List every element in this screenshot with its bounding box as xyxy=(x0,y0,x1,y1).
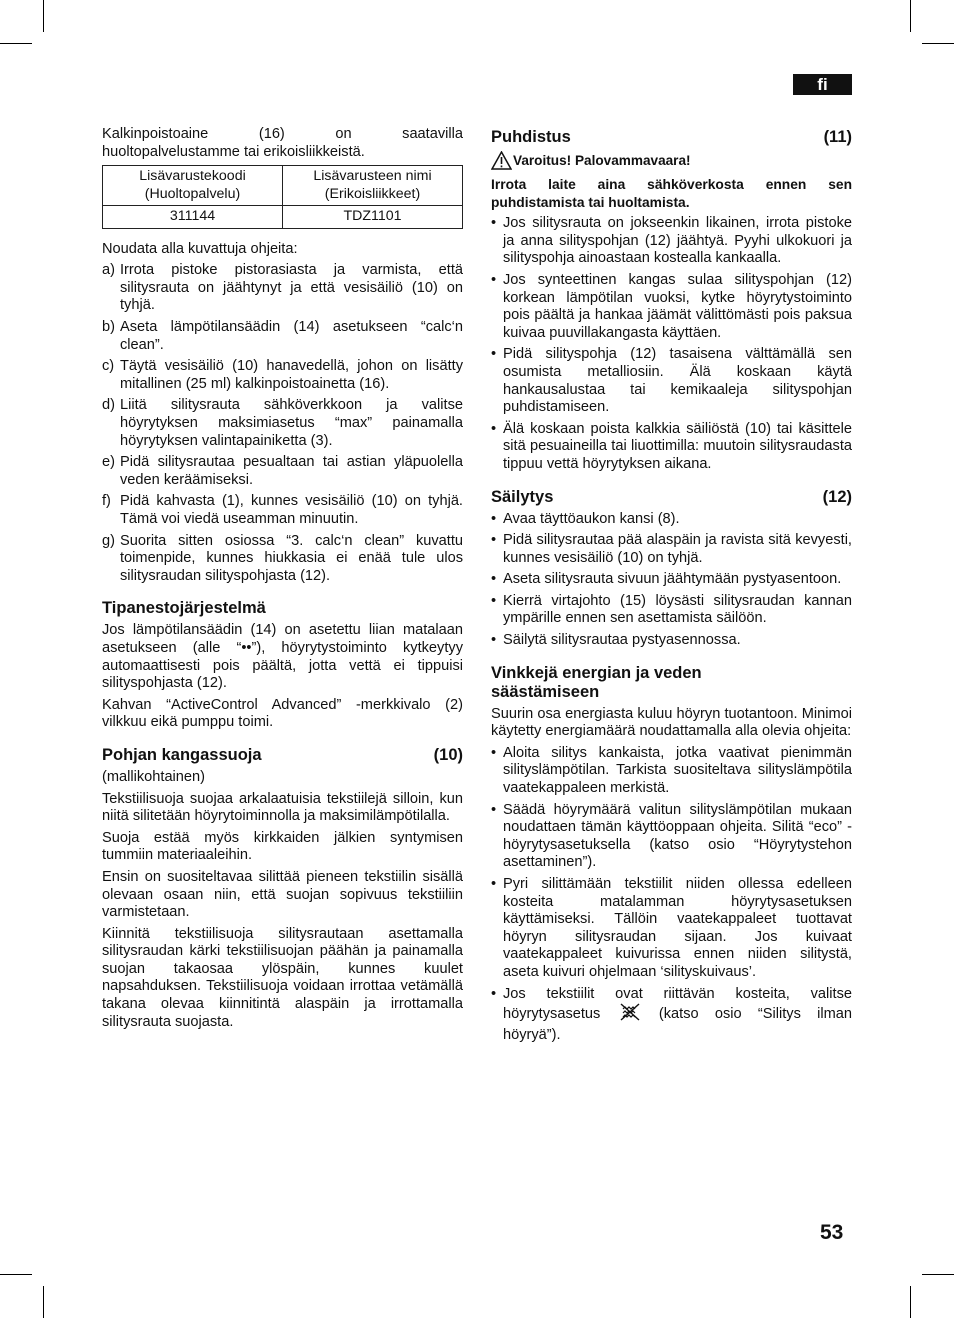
storage-number: (12) xyxy=(822,487,852,506)
tips-heading xyxy=(491,664,852,702)
warning-text: Varoitus! Palovammavaara! xyxy=(513,153,691,169)
storage-title: Säilytys xyxy=(491,487,554,506)
cleaning-list xyxy=(491,215,852,473)
crop-mark xyxy=(0,1274,32,1275)
anti-drip-heading xyxy=(102,599,463,618)
accessory-table xyxy=(102,165,463,229)
list-item: • Älä koskaan poista kalkkia säiliöstä (10) tai käsittele sitä pesuaineilla tai liuottimilla: muutoin silitysraudasta tippuu vettä höyrytyksen aikana. xyxy=(491,421,852,474)
soleplate-paragraph: Kiinnitä tekstiilisuoja silitysrautaan asettamalla silitysraudan kärki tekstiilisuojan päähän ja painamalla suojan takaosaa ylöspäin, kunnes kuulet napsahduksen. Tekstiilisuoja voidaan irrottaa vetämällä takana olevaa kiinnitintä alaspäin ja irrottamalla silitysrauta suojasta. xyxy=(102,925,463,1030)
cleaning-number: (11) xyxy=(823,128,852,146)
page-number: 53 xyxy=(820,1221,844,1244)
descaling-steps xyxy=(102,262,463,585)
table-header-name xyxy=(283,166,463,206)
soleplate-number: (10) xyxy=(433,745,463,764)
list-item: • Säilytä silitysrautaa pystyasennossa. xyxy=(491,632,852,650)
storage-list xyxy=(491,511,852,650)
list-item: • Säädä höyrymäärä valitun silityslämpötilan mukaan noudattaen tämän käyttöoppaan ohjeita. Silitä “eco” -höyrytysasetuksella (katso osio “Höyrytystehon asettaminen”). xyxy=(491,802,852,872)
table-header-code xyxy=(103,166,283,206)
soleplate-paragraph: Ensin on suositeltavaa silittää pieneen tekstiilin sisällä olevaan osaan niin, että suojan sopivuus tekstiiliin varmistetaan. xyxy=(102,868,463,921)
crop-mark xyxy=(922,1274,954,1275)
header-code-line1: Lisävarustekoodi xyxy=(139,168,246,185)
instructions-intro: Noudata alla kuvattuja ohjeita: xyxy=(102,240,298,257)
cleaning-title: Puhdistus xyxy=(491,128,571,146)
storage-heading xyxy=(491,488,852,507)
anti-drip-title: Tipanestojärjestelmä xyxy=(102,599,266,618)
list-item xyxy=(102,454,463,489)
step-marker: e) xyxy=(102,454,115,471)
list-item: • Pidä silityspohja (12) tasaisena välttämällä sen osumista metalliosiin. Älä koskaan käytä hankausalustaa tai kemikaaleja silityspohjan puhdistamiseen. xyxy=(491,346,852,416)
table-row xyxy=(103,206,463,229)
crop-mark xyxy=(922,43,954,44)
tips-title-line1: Vinkkejä energian ja veden xyxy=(491,663,702,682)
crop-mark xyxy=(43,1286,44,1318)
step-marker: a) xyxy=(102,262,115,279)
tip-text-before: Jos tekstiilit ovat riittävän kosteita, valitse höyrytysasetus xyxy=(503,985,852,1023)
soleplate-paragraph: Tekstiilisuoja suojaa arkalaatuisia tekstiilejä silloin, kun niitä silitetään höyrytoiminnolla ja maksimilämpötilalla. xyxy=(102,790,463,825)
tips-intro: Suurin osa energiasta kuluu höyryn tuotantoon. Minimoi käytetty energiamäärä noudattamalla alla olevia ohjeita: xyxy=(491,705,852,740)
burn-warning xyxy=(491,151,852,170)
list-item xyxy=(491,986,852,1045)
list-item xyxy=(102,493,463,528)
tips-title-line2: säästämiseen xyxy=(491,682,600,701)
language-tab: fi xyxy=(793,74,852,95)
step-text: Pidä kahvasta (1), kunnes vesisäiliö (10) on tyhjä. Tämä voi viedä useamman minuutin. xyxy=(120,493,463,527)
header-code-line2: (Huoltopalvelu) xyxy=(144,185,241,202)
soleplate-paragraph: Suoja estää myös kirkkaiden jälkien syntymisen tummiin materiaaleihin. xyxy=(102,829,463,864)
list-item: • Jos synteettinen kangas sulaa silityspohjan (12) korkean lämpötilan vuoksi, kytke höyrytystoiminto pois päältä ja hankaa jäämät välittömästi pois paksua kuivaa puuvillakangasta käyttäen. xyxy=(491,272,852,342)
crop-mark xyxy=(43,0,44,32)
list-item xyxy=(102,358,463,393)
tips-list xyxy=(491,745,852,1045)
list-item xyxy=(102,262,463,315)
step-marker: d) xyxy=(102,397,115,414)
anti-drip-paragraph: Kahvan “ActiveControl Advanced” -merkkivalo (2) vilkkuu eikä pumppu toimi. xyxy=(102,696,463,731)
list-item: • Aloita silitys kankaista, jotka vaativat pienimmän silityslämpötilan. Tarkista suositeltava silityslämpötila vaatekappaleen merkistä. xyxy=(491,745,852,798)
cleaning-heading xyxy=(491,128,852,147)
step-text: Liitä silitysrauta sähköverkkoon ja valitse höyrytyksen maksimiasetus “max” painamalla höyrytyksen valintapainiketta (3). xyxy=(120,397,463,449)
soleplate-heading xyxy=(102,746,463,765)
crop-mark xyxy=(0,43,32,44)
list-item: • Kierrä virtajohto (15) löysästi silitysraudan kannan ympärille ennen sen asettamista säilöön. xyxy=(491,593,852,628)
step-marker: g) xyxy=(102,532,115,549)
soleplate-title: Pohjan kangassuoja xyxy=(102,745,262,764)
list-item: • Jos silitysrauta on jokseenkin likainen, irrota pistoke ja anna silityspohjan (12) jäähtyä. Pyyhi ulkokuori ja silityspohja ainoastaan kostealla kankaalla. xyxy=(491,215,852,268)
list-item: • Pyri silittämään tekstiilit niiden ollessa edelleen kosteita matalamman höyrytysasetuksen käyttämiseksi. Tällöin vaatekappaleet tuottavat höyryn silitysraudan sijaan. Jos kuivaat vaatekappaleet kuivurissa ennen niiden silitystä, aseta kuivuri ohjelmaan ‘silityskuivaus’. xyxy=(491,876,852,982)
list-item xyxy=(102,533,463,586)
header-name-line2: (Erikoisliikkeet) xyxy=(324,185,421,202)
step-text: Irrota pistoke pistorasiasta ja varmista, että silitysrauta on jäähtynyt ja että vesisäiliö (10) on tyhjä. xyxy=(120,262,463,314)
soleplate-model-note: (mallikohtainen) xyxy=(102,768,206,785)
table-cell-name: TDZ1101 xyxy=(283,206,463,229)
descaler-intro: Kalkinpoistoaine (16) on saatavilla huoltopalvelustamme tai erikoisliikkeistä. xyxy=(102,126,463,160)
warning-triangle-icon xyxy=(491,151,512,170)
left-column xyxy=(102,126,463,1035)
unplug-notice: Irrota laite aina sähköverkosta ennen sen puhdistamista tai huoltamista. xyxy=(491,177,852,210)
step-marker: f) xyxy=(102,493,111,510)
step-marker: c) xyxy=(102,358,115,375)
step-text: Aseta lämpötilansäädin (14) asetukseen “calc‘n clean”. xyxy=(120,319,463,353)
list-item xyxy=(102,319,463,354)
step-text: Täytä vesisäiliö (10) hanavedellä, johon on lisätty mitallinen (25 ml) kalkinpoistoainetta (16). xyxy=(120,358,463,392)
anti-drip-paragraph: Jos lämpötilansäädin (14) on asetettu liian matalaan asetukseen (alle “••”), höyrytystoiminto kytkeytyy automaattisesti pois päältä, jotta vettä ei tippuisi silityspohjasta (12). xyxy=(102,622,463,692)
list-item: • Avaa täyttöaukon kansi (8). xyxy=(491,511,852,529)
step-text: Pidä silitysrautaa pesualtaan tai astian yläpuolella veden keräämiseksi. xyxy=(120,454,463,488)
crop-mark xyxy=(910,1286,911,1318)
header-name-line1: Lisävarusteen nimi xyxy=(313,168,432,185)
tip-text-after: (katso osio “Silitys ilman höyryä”). xyxy=(503,1006,852,1043)
list-item: • Aseta silitysrauta sivuun jäähtymään pystyasentoon. xyxy=(491,571,852,589)
no-steam-icon xyxy=(619,1003,641,1027)
table-header-row xyxy=(103,166,463,206)
right-column xyxy=(491,126,852,1048)
list-item xyxy=(102,397,463,450)
step-text: Suorita sitten osiossa “3. calc‘n clean” kuvattu toimenpide, kunnes hiukkasia ei enää tule ulos silitysraudan silityspohjasta (12). xyxy=(120,532,463,584)
step-marker: b) xyxy=(102,319,115,336)
list-item: • Pidä silitysrautaa pää alaspäin ja ravista sitä kevyesti, kunnes vesisäiliö (10) on tyhjä. xyxy=(491,532,852,567)
crop-mark xyxy=(910,0,911,32)
table-cell-code: 311144 xyxy=(103,206,283,229)
